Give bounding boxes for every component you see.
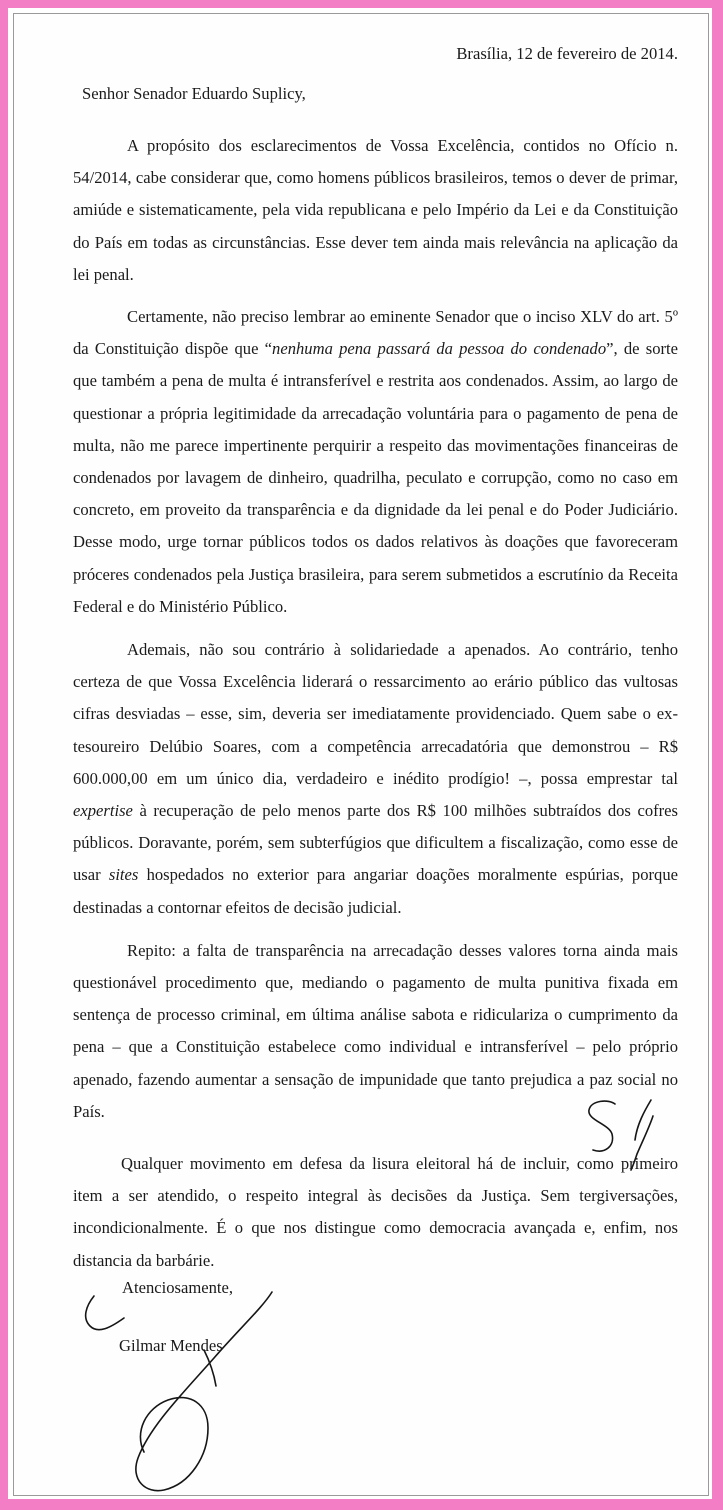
italic-term-expertise: expertise <box>73 801 133 821</box>
page-border <box>8 8 712 1499</box>
signer-name: Gilmar Mendes <box>119 1336 223 1355</box>
paragraph-5: Qualquer movimento em defesa da lisura eleitoral há de incluir, como primeiro item a ser atendido, o respeito integral às decisões da Justiça. Sem tergiversações, incondicionalmente. É o que nos distingue como democracia avançada e, enfim, nos distancia da barbárie. <box>73 1154 678 1270</box>
letter-page <box>13 13 709 1496</box>
letter-salutation: Senhor Senador Eduardo Suplicy, <box>82 84 306 103</box>
paragraph-2 <box>73 301 678 623</box>
paragraph-4: Repito: a falta de transparência na arrecadação desses valores torna ainda mais questionável procedimento que, mediando o pagamento de multa punitiva fixada em sentença de processo criminal, em última análise sabota e ridiculariza o cumprimento da pena – que a Constituição estabelece como individual e intransferível – pelo próprio apenado, fazendo aumentar a sensação de impunidade que tanto prejudica a paz social no País. <box>73 940 678 1121</box>
closing-paragraph <box>73 1148 678 1277</box>
paragraph-3-text-a: Ademais, não sou contrário à solidariedade a apenados. Ao contrário, tenho certeza de que Vossa Excelência liderará o ressarcimento ao erário público das vultosas cifras desviadas – esse, sim, deveria ser imediatamente providenciado. Quem sabe o ex-tesoureiro Delúbio Soares, com a competência arrecadatória que demonstrou – R$ 600.000,00 em um único dia, verdadeiro e inédito prodígio! –, possa emprestar tal <box>73 640 678 788</box>
closing-greeting: Atenciosamente, <box>122 1278 234 1297</box>
letter-date: Brasília, 12 de fevereiro de 2014. <box>456 44 678 63</box>
handwritten-signature <box>64 1288 304 1503</box>
constitution-quote: nenhuma pena passará da pessoa do condenado <box>272 339 607 359</box>
paragraph-1: A propósito dos esclarecimentos de Vossa Excelência, contidos no Ofício n. 54/2014, cabe considerar que, como homens públicos brasileiros, temos o dever de primar, amiúde e sistematicamente, pela vida republicana e pelo Império da Lei e da Constituição do País em todas as circunstâncias. Esse dever tem ainda mais relevância na aplicação da lei penal. <box>73 136 678 284</box>
italic-term-sites: sites <box>108 865 139 885</box>
paragraph-3 <box>73 634 678 924</box>
paragraph-2-text-b: ”, de sorte que também a pena de multa é intransferível e restrita aos condenados. Assim, ao largo de questionar a própria legitimidade da arrecadação voluntária para o pagamento de pena de multa, não me parece impertinente perquirir a respeito das movimentações financeiras de condenados por lavagem de dinheiro, quadrilha, peculato e corrupção, como no caso em concreto, em proveito da transparência e da dignidade da lei penal e do Poder Judiciário. Desse modo, urge tornar públicos todos os dados relativos às doações que favoreceram próceres condenados pela Justiça brasileira, para serem submetidos a escrutínio da Receita Federal e do Ministério Público. <box>73 339 678 616</box>
paragraph-2-text-a: Certamente, não preciso lembrar ao eminente Senador que o inciso XLV do art. 5º da Constituição dispõe que “ <box>73 307 678 359</box>
paragraph-3-text-b: à recuperação de pelo menos parte dos R$ 100 milhões subtraídos dos cofres públicos. Doravante, porém, sem subterfúgios que dificultem a fiscalização, como esse de usar <box>73 801 678 885</box>
letter-body <box>73 130 678 1139</box>
paragraph-3-text-c: hospedados no exterior para angariar doações moralmente espúrias, porque destinadas a contornar efeitos de decisão judicial. <box>73 865 679 917</box>
